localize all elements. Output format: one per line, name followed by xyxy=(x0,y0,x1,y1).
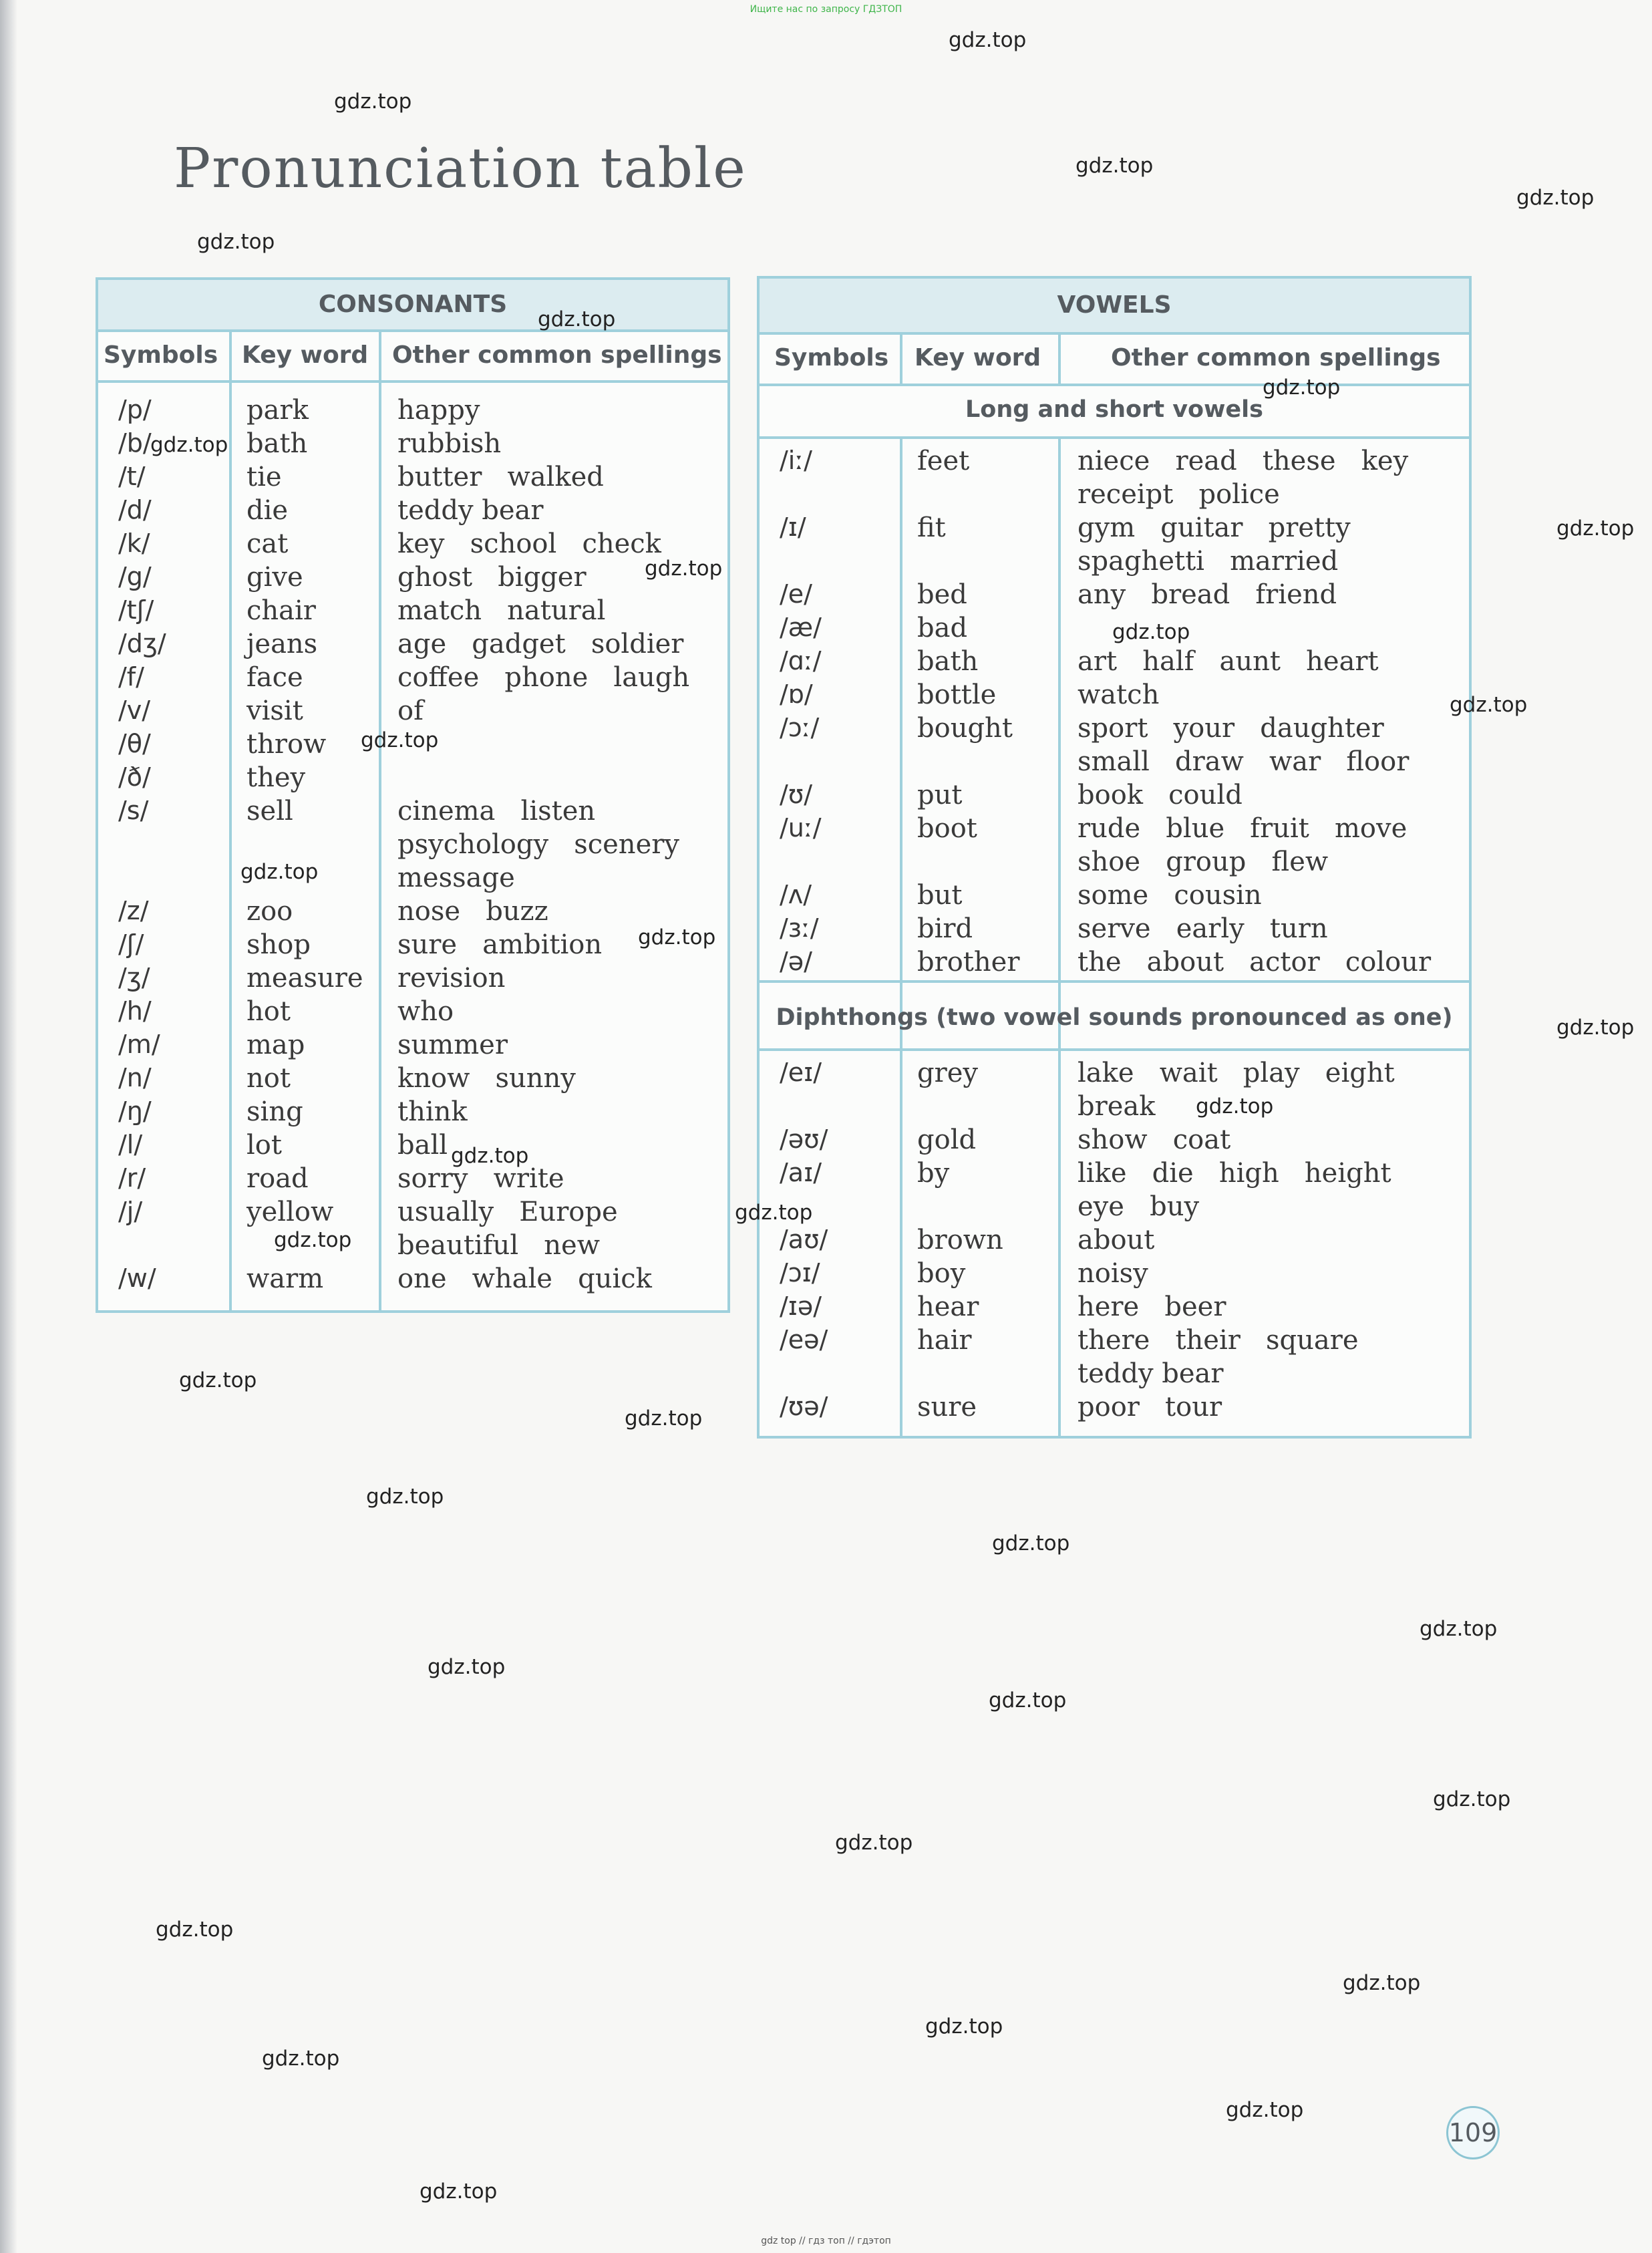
divider xyxy=(760,980,1469,983)
table-row xyxy=(760,1325,1469,1357)
row-symbol: /ð/ xyxy=(118,762,151,792)
row-key-word: park xyxy=(246,395,309,426)
table-row xyxy=(98,1130,727,1162)
table-row xyxy=(760,713,1469,745)
row-spellings: like die high height xyxy=(1078,1158,1391,1189)
row-symbol: /tʃ/ xyxy=(118,595,154,625)
row-symbol: /b/ xyxy=(118,428,152,458)
watermark: gdz.top xyxy=(361,728,439,752)
table-row xyxy=(760,1058,1469,1090)
row-key-word: brown xyxy=(917,1225,1003,1255)
divider xyxy=(760,436,1469,439)
table-row xyxy=(760,780,1469,812)
row-symbol: /ʊ/ xyxy=(780,780,813,809)
row-key-word: yellow xyxy=(246,1197,334,1227)
row-symbol: /ɪə/ xyxy=(780,1292,822,1321)
row-spellings: poor tour xyxy=(1078,1392,1222,1422)
row-symbol: /ɪ/ xyxy=(780,512,806,542)
table-row xyxy=(760,1292,1469,1324)
row-symbol: /f/ xyxy=(118,662,144,692)
row-symbol: /ʊə/ xyxy=(780,1392,828,1421)
row-spellings: who xyxy=(397,996,454,1027)
row-key-word: boy xyxy=(917,1258,966,1289)
row-key-word: jeans xyxy=(246,629,318,659)
row-spellings: teddy bear xyxy=(1078,1358,1224,1389)
row-spellings: small draw war floor xyxy=(1078,746,1410,777)
row-key-word: brother xyxy=(917,947,1020,978)
row-spellings: age gadget soldier xyxy=(397,629,684,659)
row-symbol: /iː/ xyxy=(780,446,812,475)
table-row xyxy=(98,1030,727,1062)
row-spellings: butter walked xyxy=(397,462,604,492)
row-spellings: sport your daughter xyxy=(1078,713,1384,744)
table-row xyxy=(98,863,727,895)
row-key-word: bird xyxy=(917,913,973,944)
row-symbol: /ɜː/ xyxy=(780,913,819,943)
table-row xyxy=(98,1096,727,1129)
watermark: gdz.top xyxy=(1556,1016,1635,1040)
table-row xyxy=(98,495,727,527)
row-spellings: here beer xyxy=(1078,1292,1226,1322)
row-spellings: sorry write xyxy=(397,1163,564,1194)
row-spellings: about xyxy=(1078,1225,1155,1255)
row-spellings: show coat xyxy=(1078,1124,1231,1155)
row-key-word: feet xyxy=(917,446,970,476)
row-symbol: /e/ xyxy=(780,579,812,609)
row-spellings: rubbish xyxy=(397,428,502,459)
watermark: gdz.top xyxy=(835,1831,913,1855)
row-spellings: there their square xyxy=(1078,1325,1359,1356)
table-row xyxy=(98,829,727,861)
row-spellings: one whale quick xyxy=(397,1263,652,1294)
row-symbol: /ɒ/ xyxy=(780,680,813,709)
table-row xyxy=(98,629,727,661)
row-symbol: /aɪ/ xyxy=(780,1158,822,1187)
row-key-word: road xyxy=(246,1163,309,1194)
watermark: gdz.top xyxy=(1420,1617,1498,1641)
row-symbol: /dʒ/ xyxy=(118,629,166,658)
row-spellings: happy xyxy=(397,395,480,426)
table-row xyxy=(98,529,727,561)
watermark: gdz.top xyxy=(1433,1787,1511,1811)
column-divider xyxy=(900,332,902,384)
row-spellings: serve early turn xyxy=(1078,913,1328,944)
row-symbol: /h/ xyxy=(118,996,152,1026)
row-spellings: book could xyxy=(1078,780,1243,810)
table-row xyxy=(760,1392,1469,1424)
row-key-word: grey xyxy=(917,1058,978,1088)
row-key-word: bath xyxy=(246,428,308,459)
row-symbol: /eɪ/ xyxy=(780,1058,822,1087)
row-spellings: sure ambition xyxy=(397,929,603,960)
col-spellings: Other common spellings xyxy=(392,341,722,369)
vowels-table xyxy=(757,276,1472,1439)
row-symbol: /ŋ/ xyxy=(118,1096,152,1126)
table-row xyxy=(98,1263,727,1296)
divider xyxy=(98,329,727,332)
table-row xyxy=(98,896,727,928)
watermark: gdz.top xyxy=(179,1368,257,1392)
row-spellings: receipt police xyxy=(1078,479,1280,510)
row-spellings: niece read these key xyxy=(1078,446,1409,476)
column-divider xyxy=(1058,332,1061,384)
watermark: gdz.top xyxy=(420,2180,498,2204)
table-row xyxy=(760,1091,1469,1123)
row-symbol: /d/ xyxy=(118,495,152,524)
watermark: gdz.top xyxy=(1263,376,1341,400)
watermark: gdz.top xyxy=(334,90,412,114)
watermark: gdz.top xyxy=(150,433,228,457)
watermark: gdz.top xyxy=(451,1144,529,1168)
watermark: gdz.top xyxy=(645,557,723,581)
row-spellings: psychology scenery xyxy=(397,829,679,860)
row-spellings: know sunny xyxy=(397,1063,576,1094)
table-row xyxy=(98,662,727,694)
table-row xyxy=(760,479,1469,511)
row-key-word: hair xyxy=(917,1325,972,1356)
watermark: gdz.top xyxy=(274,1228,352,1252)
row-key-word: lot xyxy=(246,1130,282,1161)
row-spellings: think xyxy=(397,1096,468,1127)
watermark: gdz.top xyxy=(992,1531,1070,1555)
row-symbol: /θ/ xyxy=(118,729,151,758)
row-symbol: /ɔɪ/ xyxy=(780,1258,820,1288)
table-row xyxy=(760,1158,1469,1190)
table-row xyxy=(760,880,1469,912)
row-symbol: /æ/ xyxy=(780,613,822,642)
row-spellings: nose buzz xyxy=(397,896,548,927)
row-spellings: ball xyxy=(397,1130,448,1161)
table-row xyxy=(98,395,727,427)
col-spellings: Other common spellings xyxy=(1111,344,1441,371)
row-symbol: /r/ xyxy=(118,1163,146,1193)
row-spellings: break xyxy=(1078,1091,1156,1122)
row-symbol: /v/ xyxy=(118,696,151,725)
row-key-word: sing xyxy=(246,1096,303,1127)
watermark: gdz.top xyxy=(949,28,1027,52)
row-key-word: bottle xyxy=(917,680,997,710)
table-row xyxy=(760,546,1469,578)
watermark: gdz.top xyxy=(366,1485,444,1509)
row-key-word: sure xyxy=(917,1392,977,1422)
table-row xyxy=(98,1163,727,1195)
table-row xyxy=(760,680,1469,712)
table-row xyxy=(98,1197,727,1229)
row-symbol: /m/ xyxy=(118,1030,160,1059)
watermark: gdz.top xyxy=(1076,154,1154,178)
bottom-note: gdz top // гдз топ // гдэтоп xyxy=(761,2236,891,2246)
row-key-word: map xyxy=(246,1030,305,1060)
watermark: gdz.top xyxy=(428,1655,506,1679)
row-symbol: /z/ xyxy=(118,896,149,925)
watermark: gdz.top xyxy=(156,1918,234,1942)
table-row xyxy=(760,579,1469,611)
table-row xyxy=(760,512,1469,545)
watermark: gdz.top xyxy=(1516,186,1595,210)
top-note: Ищите нас по запросу ГДЗТОП xyxy=(750,4,902,15)
row-symbol: /ʃ/ xyxy=(118,929,144,959)
row-key-word: bed xyxy=(917,579,967,610)
row-spellings: art half aunt heart xyxy=(1078,646,1379,677)
row-symbol: /t/ xyxy=(118,462,146,491)
watermark: gdz.top xyxy=(638,925,716,949)
row-spellings: of xyxy=(397,696,424,726)
row-spellings: shoe group flew xyxy=(1078,847,1329,877)
watermark: gdz.top xyxy=(735,1201,813,1225)
divider xyxy=(760,1048,1469,1051)
page-title: Pronunciation table xyxy=(174,137,747,200)
row-symbol: /w/ xyxy=(118,1263,156,1293)
table-row xyxy=(98,963,727,995)
row-spellings: gym guitar pretty xyxy=(1078,512,1351,543)
watermark: gdz.top xyxy=(1450,693,1528,717)
row-spellings: summer xyxy=(397,1030,508,1060)
row-spellings: noisy xyxy=(1078,1258,1148,1289)
row-spellings: match natural xyxy=(397,595,606,626)
row-symbol: /əʊ/ xyxy=(780,1124,828,1154)
row-key-word: hear xyxy=(917,1292,979,1322)
watermark: gdz.top xyxy=(1556,516,1635,541)
table-row xyxy=(760,847,1469,879)
row-symbol: /eə/ xyxy=(780,1325,828,1354)
row-symbol: /ʌ/ xyxy=(780,880,812,909)
table-row xyxy=(98,595,727,627)
watermark: gdz.top xyxy=(1196,1094,1274,1118)
table-row xyxy=(760,947,1469,979)
row-spellings: any bread friend xyxy=(1078,579,1337,610)
row-spellings: the about actor colour xyxy=(1078,947,1432,978)
row-symbol: /ʒ/ xyxy=(118,963,150,992)
table-row xyxy=(760,1124,1469,1157)
row-symbol: /aʊ/ xyxy=(780,1225,828,1254)
table-row xyxy=(760,1258,1469,1290)
table-row xyxy=(98,696,727,728)
table-row xyxy=(98,562,727,594)
row-key-word: face xyxy=(246,662,303,693)
row-spellings: key school check xyxy=(397,529,661,559)
row-symbol: /p/ xyxy=(118,395,152,424)
row-key-word: zoo xyxy=(246,896,293,927)
row-spellings: some cousin xyxy=(1078,880,1262,911)
row-symbol: /n/ xyxy=(118,1063,152,1092)
row-spellings: lake wait play eight xyxy=(1078,1058,1395,1088)
diphthongs-heading: Diphthongs (two vowel sounds pronounced as one) xyxy=(776,1004,1453,1031)
consonants-heading: CONSONANTS xyxy=(98,280,727,329)
row-symbol: /ɔː/ xyxy=(780,713,820,742)
row-symbol: /j/ xyxy=(118,1197,143,1226)
row-key-word: put xyxy=(917,780,963,810)
table-row xyxy=(98,462,727,494)
row-key-word: chair xyxy=(246,595,316,626)
row-key-word: gold xyxy=(917,1124,977,1155)
row-symbol: /k/ xyxy=(118,529,150,558)
row-key-word: by xyxy=(917,1158,950,1189)
row-key-word: hot xyxy=(246,996,291,1027)
table-row xyxy=(760,1191,1469,1223)
row-spellings: message xyxy=(397,863,515,893)
row-key-word: visit xyxy=(246,696,303,726)
table-row xyxy=(760,813,1469,845)
row-symbol: /s/ xyxy=(118,796,149,825)
table-row xyxy=(98,762,727,794)
row-spellings: usually Europe xyxy=(397,1197,618,1227)
col-keyword: Key word xyxy=(242,341,369,369)
table-row xyxy=(98,1230,727,1262)
row-key-word: sell xyxy=(246,796,293,827)
watermark: gdz.top xyxy=(240,860,319,884)
row-key-word: give xyxy=(246,562,303,593)
watermark: gdz.top xyxy=(925,2014,1003,2039)
row-key-word: die xyxy=(246,495,289,526)
row-symbol: /l/ xyxy=(118,1130,143,1159)
divider xyxy=(760,332,1469,335)
row-spellings: eye buy xyxy=(1078,1191,1200,1222)
row-key-word: warm xyxy=(246,1263,324,1294)
row-key-word: bad xyxy=(917,613,968,643)
watermark: gdz.top xyxy=(197,230,275,254)
col-symbols: Symbols xyxy=(104,341,218,369)
table-row xyxy=(98,1063,727,1095)
table-row xyxy=(98,929,727,961)
page-spine-shadow xyxy=(0,0,17,2253)
row-spellings: spaghetti married xyxy=(1078,546,1339,577)
table-row xyxy=(760,1358,1469,1390)
row-key-word: bath xyxy=(917,646,979,677)
row-key-word: boot xyxy=(917,813,977,844)
row-key-word: measure xyxy=(246,963,363,994)
table-row xyxy=(98,796,727,828)
table-row xyxy=(760,746,1469,778)
row-symbol: /g/ xyxy=(118,562,152,591)
row-symbol: /ɑː/ xyxy=(780,646,822,675)
watermark: gdz.top xyxy=(538,307,616,331)
col-symbols: Symbols xyxy=(774,344,889,371)
row-spellings: beautiful new xyxy=(397,1230,600,1261)
row-spellings: watch xyxy=(1078,680,1160,710)
row-key-word: not xyxy=(246,1063,291,1094)
table-row xyxy=(760,646,1469,678)
watermark: gdz.top xyxy=(262,2047,340,2071)
watermark: gdz.top xyxy=(1112,620,1190,644)
table-row xyxy=(98,996,727,1028)
row-key-word: cat xyxy=(246,529,289,559)
row-spellings: cinema listen xyxy=(397,796,596,827)
row-spellings: teddy bear xyxy=(397,495,544,526)
watermark: gdz.top xyxy=(1343,1971,1421,1995)
row-symbol: /uː/ xyxy=(780,813,822,843)
row-key-word: shop xyxy=(246,929,311,960)
row-key-word: tie xyxy=(246,462,282,492)
row-spellings: coffee phone laugh xyxy=(397,662,690,693)
page-number: 109 xyxy=(1446,2106,1500,2159)
row-spellings: rude blue fruit move xyxy=(1078,813,1408,844)
col-keyword: Key word xyxy=(915,344,1041,371)
row-key-word: but xyxy=(917,880,963,911)
row-spellings: revision xyxy=(397,963,506,994)
watermark: gdz.top xyxy=(625,1406,703,1431)
table-row xyxy=(760,446,1469,478)
row-key-word: fit xyxy=(917,512,946,543)
long-short-vowels-heading: Long and short vowels xyxy=(965,396,1263,423)
row-key-word: bought xyxy=(917,713,1013,744)
row-symbol: /ə/ xyxy=(780,947,812,976)
divider xyxy=(760,384,1469,386)
divider xyxy=(98,380,727,383)
table-row xyxy=(760,913,1469,945)
row-key-word: they xyxy=(246,762,306,793)
row-spellings: ghost bigger xyxy=(397,562,587,593)
table-row xyxy=(760,1225,1469,1257)
watermark: gdz.top xyxy=(1226,2098,1304,2122)
vowels-heading: VOWELS xyxy=(760,279,1469,332)
row-key-word: throw xyxy=(246,729,327,760)
watermark: gdz.top xyxy=(989,1688,1067,1712)
